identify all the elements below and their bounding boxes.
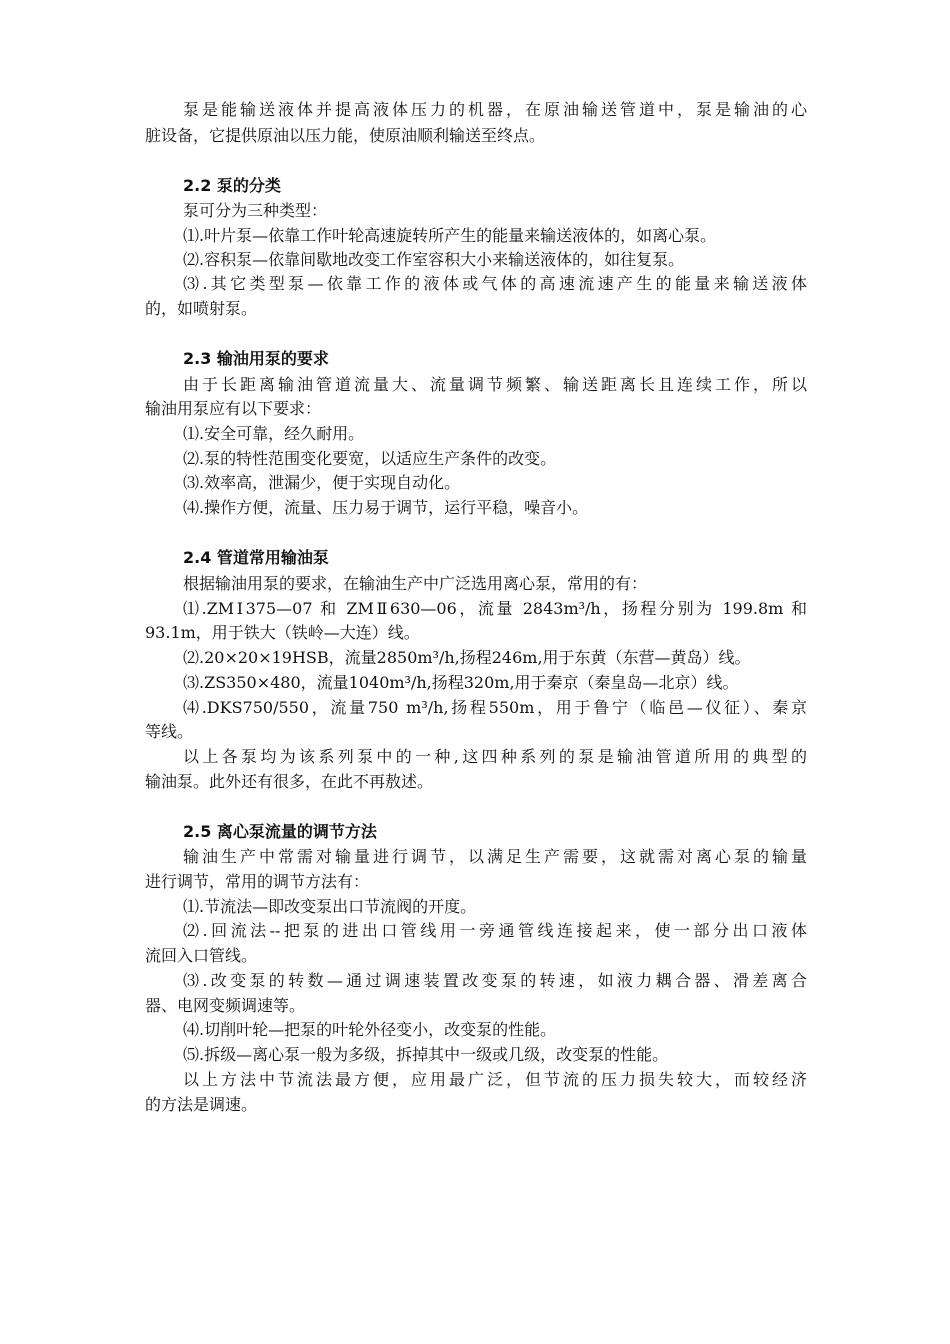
list-item: ⑴.安全可靠，经久耐用。 <box>183 424 365 443</box>
list-item: ⑴.ZMⅠ375—07 和 ZMⅡ630—06，流量 2843m³/h，扬程分别为 199.8m 和 <box>183 599 807 618</box>
list-item: ⑷.DKS750/550，流量750 m³/h,扬程550m，用于鲁宁（临邑—仪征）、秦京 <box>183 698 807 717</box>
list-item: ⑵.容积泵—依靠间歇地改变工作室容积大小来输送液体的，如往复泵。 <box>183 250 685 269</box>
paragraph-line: 以上方法中节流法最方便，应用最广泛，但节流的压力损失较大，而较经济 <box>183 1070 807 1089</box>
paragraph-line: 由于长距离输油管道流量大、流量调节频繁、输送距离长且连续工作，所以 <box>183 375 807 394</box>
paragraph-line: 输油泵。此外还有很多，在此不再敖述。 <box>145 772 434 791</box>
list-item-continuation: 93.1m，用于铁大（铁岭—大连）线。 <box>145 623 420 642</box>
paragraph-line: 根据输油用泵的要求，在输油生产中广泛选用离心泵，常用的有： <box>183 574 648 593</box>
list-item: ⑶.改变泵的转数—通过调速装置改变泵的转速，如液力耦合器、滑差离合 <box>183 971 807 990</box>
section-2-2-heading: 2.2 泵的分类 <box>183 176 281 195</box>
paragraph-line: 进行调节，常用的调节方法有： <box>145 872 370 891</box>
section-2-3-heading: 2.3 输油用泵的要求 <box>183 349 329 368</box>
intro-line-1: 泵是能输送液体并提高液体压力的机器，在原油输送管道中，泵是输油的心 <box>183 100 807 119</box>
paragraph-line: 泵可分为三种类型： <box>183 201 328 220</box>
list-item: ⑷.切削叶轮—把泵的叶轮外径变小，改变泵的性能。 <box>183 1020 557 1039</box>
paragraph-line: 输油生产中常需对输量进行调节，以满足生产需要，这就需对离心泵的输量 <box>183 847 807 866</box>
list-item-continuation: 等线。 <box>145 722 194 741</box>
list-item: ⑶.ZS350×480，流量1040m³/h,扬程320m,用于秦京（秦皇岛—北京）线。 <box>183 673 739 692</box>
list-item: ⑵.泵的特性范围变化要宽，以适应生产条件的改变。 <box>183 449 557 468</box>
section-2-4-heading: 2.4 管道常用输油泵 <box>183 548 329 567</box>
list-item: ⑴.节流法—即改变泵出口节流阀的开度。 <box>183 897 477 916</box>
paragraph-line: 的方法是调速。 <box>145 1095 258 1114</box>
list-item: ⑴.叶片泵—依靠工作叶轮高速旋转所产生的能量来输送液体的，如离心泵。 <box>183 226 717 245</box>
list-item: ⑵.回流法--把泵的进出口管线用一旁通管线连接起来，使一部分出口液体 <box>183 921 807 940</box>
list-item: ⑷.操作方便，流量、压力易于调节，运行平稳，噪音小。 <box>183 498 589 517</box>
list-item: ⑵.20×20×19HSB，流量2850m³/h,扬程246m,用于东黄（东营—黄岛）线。 <box>183 648 751 667</box>
section-2-5-heading: 2.5 离心泵流量的调节方法 <box>183 822 377 841</box>
list-item: ⑶.其它类型泵—依靠工作的液体或气体的高速流速产生的能量来输送液体 <box>183 274 807 293</box>
paragraph-line: 输油用泵应有以下要求： <box>145 399 322 418</box>
list-item-continuation: 的，如喷射泵。 <box>145 299 258 318</box>
list-item-continuation: 流回入口管线。 <box>145 946 258 965</box>
list-item-continuation: 器、电网变频调速等。 <box>145 996 306 1015</box>
list-item: ⑸.拆级—离心泵一般为多级，拆掉其中一级或几级，改变泵的性能。 <box>183 1045 669 1064</box>
paragraph-line: 以上各泵均为该系列泵中的一种,这四种系列的泵是输油管道所用的典型的 <box>183 747 807 766</box>
list-item: ⑶.效率高，泄漏少，便于实现自动化。 <box>183 473 461 492</box>
intro-line-2: 脏设备，它提供原油以压力能，使原油顺利输送至终点。 <box>145 126 546 145</box>
